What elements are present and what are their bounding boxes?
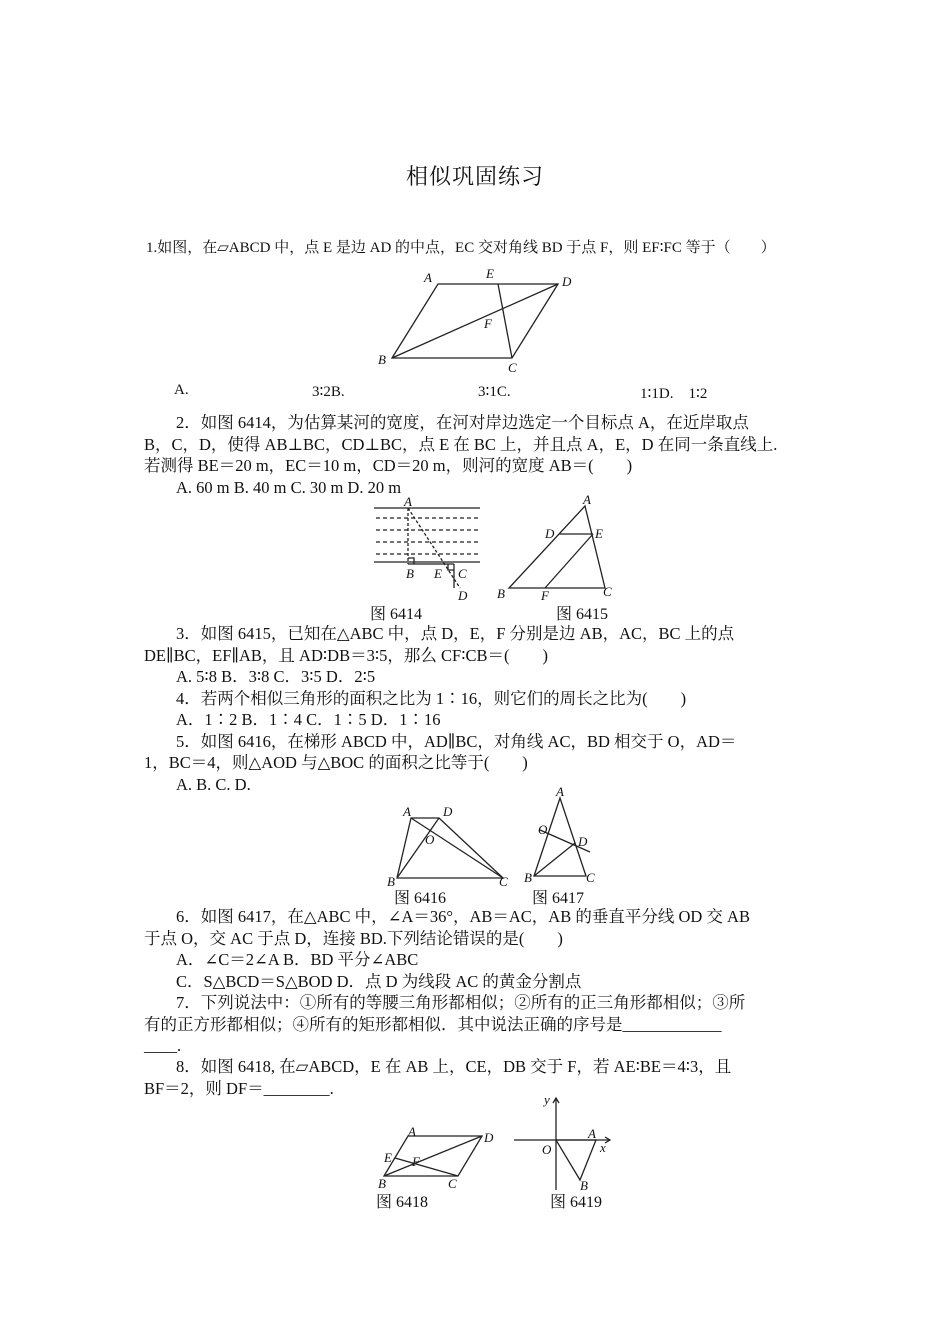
- label-d: D: [443, 804, 453, 819]
- label-a: A: [404, 494, 412, 509]
- q3-options: A. 5∶8 B．3∶8 C．3∶5 D．2∶5: [176, 667, 376, 686]
- q8-line2: BF＝2，则 DF＝________.: [144, 1079, 334, 1098]
- q1-figure: [370, 262, 590, 375]
- label-c: C: [458, 566, 467, 581]
- q7-line2: 有的正方形都相似；④所有的矩形都相似．其中说法正确的序号是____________: [144, 1015, 722, 1034]
- label-a: A: [556, 784, 564, 799]
- q4-line1: 4．若两个相似三角形的面积之比为 1∶16，则它们的周长之比为( ): [176, 689, 687, 708]
- q6-option-ab: A．∠C＝2∠A B．BD 平分∠ABC: [176, 950, 419, 969]
- label-e: E: [595, 526, 603, 541]
- q6-line2: 于点 O，交 AC 于点 D，连接 BD.下列结论错误的是( ): [144, 929, 563, 948]
- diagonal-bd: [392, 284, 558, 358]
- q2-line3: 若测得 BE＝20 m，EC＝10 m，CD＝20 m，则河的宽度 AB＝( ): [144, 456, 633, 475]
- label-e: E: [384, 1150, 392, 1165]
- q1-stem: 1.如图，在▱ABCD 中，点 E 是边 AD 的中点，EC 交对角线 BD 于点 F，则 EF∶FC 等于（ ）: [146, 240, 776, 256]
- q1-option-d: 1∶1D. 1∶2: [640, 386, 708, 402]
- label-e: E: [434, 566, 442, 581]
- q1-option-b: 3∶2B.: [312, 384, 345, 400]
- label-b: B: [524, 870, 532, 885]
- label-e: E: [486, 266, 494, 281]
- label-o: O: [425, 832, 435, 847]
- label-d: D: [458, 588, 468, 603]
- figure-6417: [520, 786, 610, 886]
- label-f: F: [541, 588, 549, 603]
- label-b: B: [497, 586, 505, 601]
- label-x: x: [600, 1140, 606, 1155]
- label-c: C: [603, 584, 612, 599]
- label-a: A: [583, 492, 591, 507]
- q4-options: A．1∶2 B．1∶4 C．1∶5 D．1∶16: [176, 710, 441, 729]
- q5-options: A. B. C. D.: [176, 775, 251, 794]
- q3-line1: 3．如图 6415，已知在△ABC 中，点 D，E，F 分别是边 AB，AC，BC 上的点: [176, 624, 735, 643]
- label-d: D: [484, 1130, 494, 1145]
- label-c: C: [499, 874, 508, 889]
- label-a: A: [588, 1126, 596, 1141]
- q1-option-a: A.: [174, 382, 189, 398]
- q2-line1: 2．如图 6414，为估算某河的宽度，在河对岸边选定一个目标点 A，在近岸取点: [176, 413, 749, 432]
- label-c: C: [448, 1176, 457, 1191]
- label-o: O: [538, 822, 548, 837]
- q8-line1: 8．如图 6418, 在▱ABCD，E 在 AB 上，CE，DB 交于 F，若 AE∶BE＝4∶3，且: [176, 1057, 732, 1076]
- figure-6414: [370, 496, 485, 606]
- q2-line2: B，C，D，使得 AB⊥BC，CD⊥BC，点 E 在 BC 上，并且点 A，E，D 在同一条直线上.: [144, 435, 778, 454]
- label-b: B: [378, 1176, 386, 1191]
- label-b: B: [378, 352, 386, 367]
- q3-line2: DE∥BC，EF∥AB，且 AD∶DB＝3∶5，那么 CF∶CB＝( ): [144, 646, 548, 665]
- label-a: A: [408, 1124, 416, 1139]
- label-b: B: [406, 566, 414, 581]
- q6-line1: 6．如图 6417，在△ABC 中，∠A＝36°，AB＝AC，AB 的垂直平分线 OD 交 AB: [176, 907, 750, 926]
- label-d: D: [578, 834, 588, 849]
- label-o: O: [542, 1142, 552, 1157]
- figure-6416: [385, 800, 515, 889]
- label-d: D: [545, 526, 555, 541]
- label-c: C: [508, 360, 517, 375]
- figure-6419: [510, 1092, 620, 1192]
- figure-6415-caption: 图 6415: [556, 606, 609, 623]
- figure-6414-caption: 图 6414: [370, 606, 423, 623]
- label-y: y: [544, 1092, 550, 1107]
- label-b: B: [387, 874, 395, 889]
- label-b: B: [580, 1178, 588, 1193]
- q5-line1: 5．如图 6416，在梯形 ABCD 中，AD∥BC，对角线 AC，BD 相交于 O，AD＝: [176, 732, 737, 751]
- q1-option-c: 3∶1C.: [478, 384, 511, 400]
- figure-6417-caption: 图 6417: [532, 890, 585, 907]
- page-title: 相似巩固练习: [405, 164, 544, 189]
- figure-6416-caption: 图 6416: [394, 890, 447, 907]
- figure-6418: [378, 1126, 508, 1192]
- figure-6419-caption: 图 6419: [550, 1194, 603, 1211]
- label-f: F: [412, 1154, 420, 1169]
- q2-options: A. 60 m B. 40 m C. 30 m D. 20 m: [176, 478, 402, 497]
- label-d: D: [562, 274, 572, 289]
- label-a: A: [424, 270, 432, 285]
- label-c: C: [586, 870, 595, 885]
- figure-6418-caption: 图 6418: [376, 1194, 429, 1211]
- figure-6415: [495, 494, 625, 604]
- q6-option-cd: C．S△BCD＝S△BOD D．点 D 为线段 AC 的黄金分割点: [176, 972, 582, 991]
- q5-line2: 1，BC＝4，则△AOD 与△BOC 的面积之比等于( ): [144, 753, 528, 772]
- label-a: A: [403, 804, 411, 819]
- segment-ec: [498, 284, 512, 358]
- label-f: F: [484, 316, 492, 331]
- q7-line1: 7．下列说法中：①所有的等腰三角形都相似；②所有的正三角形都相似；③所: [176, 993, 746, 1012]
- q7-line3: ____.: [144, 1036, 182, 1055]
